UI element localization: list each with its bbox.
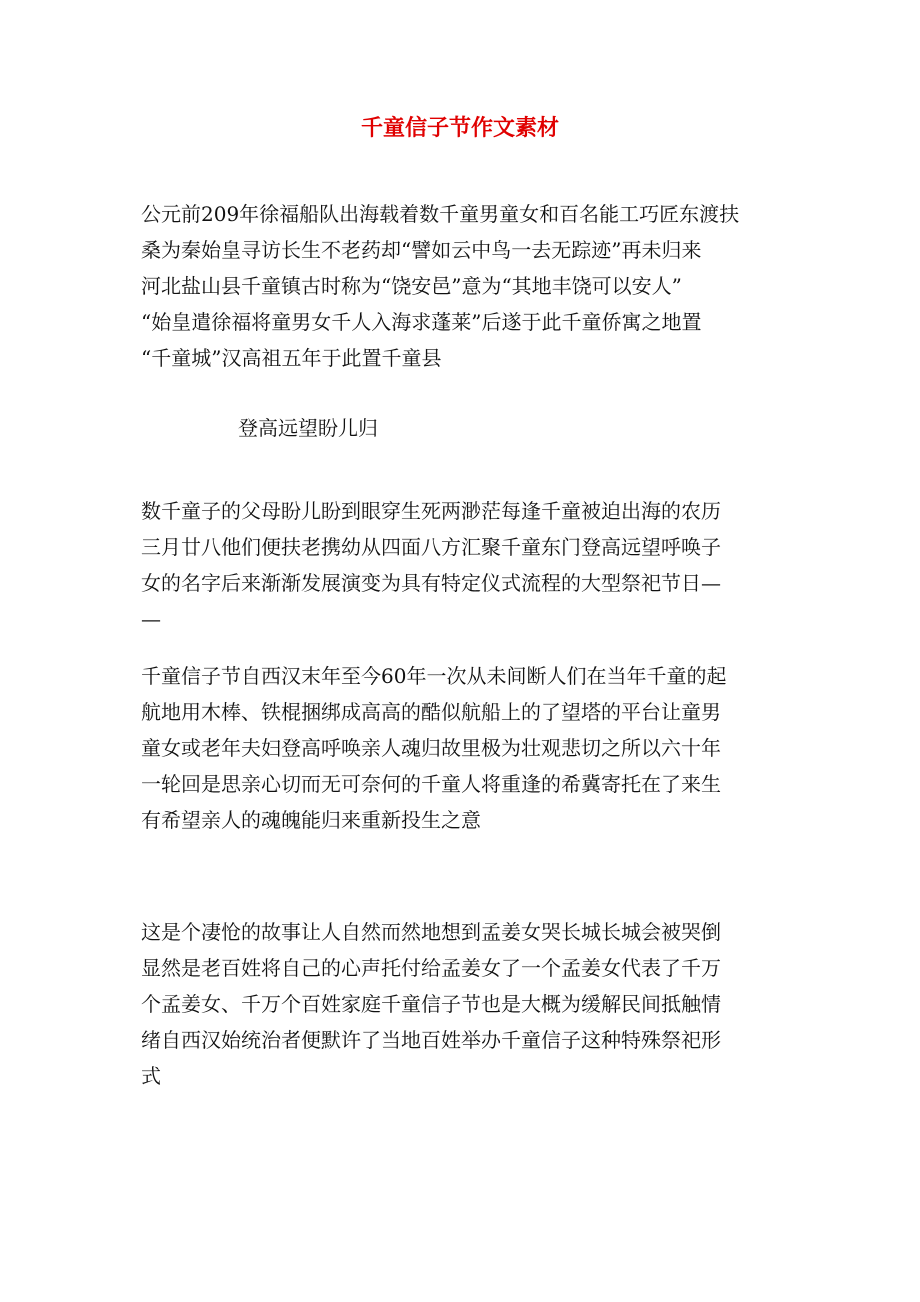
- text-line: —: [141, 607, 161, 631]
- text-line: 公元前209年徐福船队出海载着数千童男童女和百名能工巧匠东渡扶: [141, 202, 740, 226]
- section-subheading: 登高远望盼儿归: [238, 416, 378, 440]
- document-title: 千童信子节作文素材: [360, 115, 559, 141]
- text-line: 航地用木棒、铁棍捆绑成高高的酷似航船上的了望塔的平台让童男: [141, 700, 721, 724]
- text-line: “千童城”汉高祖五年于此置千童县: [141, 346, 442, 370]
- text-line: “始皇遣徐福将童男女千人入海求蓬莱”后遂于此千童侨寓之地置: [141, 310, 702, 334]
- text-line: 个孟姜女、千万个百姓家庭千童信子节也是大概为缓解民间抵触情: [141, 992, 721, 1016]
- text-line: 桑为秦始皇寻访长生不老药却“譬如云中鸟一去无踪迹”再未归来: [141, 238, 702, 262]
- text-line: 女的名字后来渐渐发展演变为具有特定仪式流程的大型祭祀节日—: [141, 571, 721, 595]
- paragraph-1: [141, 196, 781, 376]
- text-line: 三月廿八他们便扶老携幼从四面八方汇聚千童东门登高远望呼唤子: [141, 535, 721, 559]
- text-line: 河北盐山县千童镇古时称为“饶安邑”意为“其地丰饶可以安人”: [141, 274, 682, 298]
- paragraph-4: [141, 914, 781, 1094]
- text-line: 千童信子节自西汉末年至今60年一次从未间断人们在当年千童的起: [141, 664, 727, 688]
- paragraph-2: [141, 493, 781, 637]
- text-line: 这是个凄怆的故事让人自然而然地想到孟姜女哭长城长城会被哭倒: [141, 920, 721, 944]
- text-line: 童女或老年夫妇登高呼唤亲人魂归故里极为壮观悲切之所以六十年: [141, 736, 721, 760]
- text-line: 式: [141, 1064, 161, 1088]
- text-line: 数千童子的父母盼儿盼到眼穿生死两渺茫每逢千童被迫出海的农历: [141, 499, 721, 523]
- text-line: 一轮回是思亲心切而无可奈何的千童人将重逢的希冀寄托在了来生: [141, 772, 721, 796]
- text-line: 显然是老百姓将自己的心声托付给孟姜女了一个孟姜女代表了千万: [141, 956, 721, 980]
- text-line: 绪自西汉始统治者便默许了当地百姓举办千童信子这种特殊祭祀形: [141, 1028, 721, 1052]
- text-line: 有希望亲人的魂魄能归来重新投生之意: [141, 808, 481, 832]
- paragraph-3: [141, 658, 781, 838]
